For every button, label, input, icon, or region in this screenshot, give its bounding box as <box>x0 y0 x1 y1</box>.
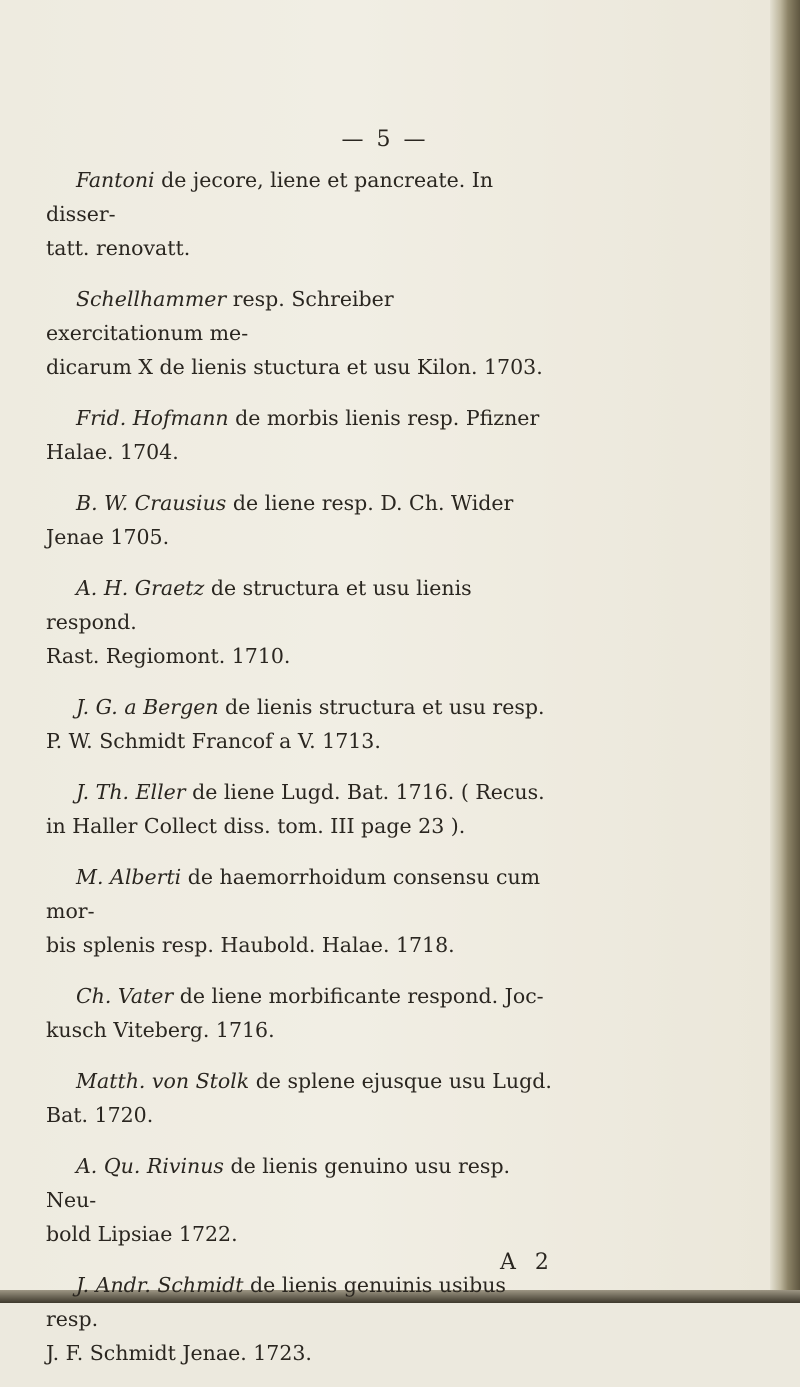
page-number: — 5 — <box>341 127 429 152</box>
bibliography-entry <box>46 1268 556 1370</box>
entry-text: de lienis structura et usu resp. <box>218 695 545 719</box>
entry-text-continued: dicarum X de lienis stuctura et usu Kilon. 1703. <box>46 355 543 379</box>
book-binding-edge <box>770 0 800 1303</box>
entry-text-continued: in Haller Collect diss. tom. III page 23 ). <box>46 814 466 838</box>
bibliography-entry <box>46 1149 556 1251</box>
entry-text: de liene Lugd. Bat. 1716. ( Recus. <box>185 780 545 804</box>
signature-mark: A 2 <box>500 1250 555 1275</box>
entry-author: A. Qu. Rivinus <box>76 1154 224 1178</box>
bibliography-entry <box>46 690 556 758</box>
entry-text: de jecore, liene et pancreate. In disser- <box>46 168 494 226</box>
entry-text-continued: tatt. renovatt. <box>46 236 191 260</box>
bibliography-entry <box>46 401 556 469</box>
entry-text-continued: Bat. 1720. <box>46 1103 154 1127</box>
bibliography-entry <box>46 979 556 1047</box>
entry-author: J. G. a Bergen <box>76 695 219 719</box>
entry-author: B. W. Crausius <box>76 491 227 515</box>
bibliography-entry <box>46 163 556 265</box>
entry-author: M. Alberti <box>76 865 182 889</box>
entry-author: A. H. Graetz <box>76 576 205 600</box>
entry-author: Fantoni <box>76 168 155 192</box>
entry-text-continued: Halae. 1704. <box>46 440 179 464</box>
entry-text: resp. Schreiber exercitationum me- <box>46 287 394 345</box>
entry-text-continued: kusch Viteberg. 1716. <box>46 1018 275 1042</box>
entry-text-continued: Rast. Regiomont. 1710. <box>46 644 291 668</box>
bibliography-entry <box>46 860 556 962</box>
entry-author: Ch. Vater <box>76 984 174 1008</box>
entry-author: Matth. von Stolk <box>76 1069 250 1093</box>
entry-text: de morbis lienis resp. Pfizner <box>228 406 540 430</box>
entry-text: de lienis genuino usu resp. Neu- <box>46 1154 511 1212</box>
bibliography-entry <box>46 1064 556 1132</box>
entry-text: de liene morbificante respond. Joc- <box>173 984 544 1008</box>
entry-author: Schellhammer <box>76 287 227 311</box>
entry-author: J. Th. Eller <box>76 780 186 804</box>
bibliography-entry <box>46 571 556 673</box>
entry-text: de lienis genuinis usibus resp. <box>46 1273 506 1331</box>
bibliography-entry <box>46 775 556 843</box>
bibliography-list <box>46 163 556 1387</box>
entry-text: de structura et usu lienis respond. <box>46 576 472 634</box>
entry-author: J. Andr. Schmidt <box>76 1273 244 1297</box>
bibliography-entry <box>46 486 556 554</box>
entry-text-continued: bis splenis resp. Haubold. Halae. 1718. <box>46 933 455 957</box>
bibliography-entry <box>46 282 556 384</box>
entry-text: de splene ejusque usu Lugd. <box>249 1069 552 1093</box>
entry-author: Frid. Hofmann <box>76 406 229 430</box>
entry-text: de haemorrhoidum consensu cum mor- <box>46 865 541 923</box>
entry-text-continued: Jenae 1705. <box>46 525 170 549</box>
entry-text-continued: J. F. Schmidt Jenae. 1723. <box>46 1341 312 1365</box>
entry-text: de liene resp. D. Ch. Wider <box>226 491 514 515</box>
entry-text-continued: P. W. Schmidt Francof a V. 1713. <box>46 729 381 753</box>
entry-text-continued: bold Lipsiae 1722. <box>46 1222 238 1246</box>
